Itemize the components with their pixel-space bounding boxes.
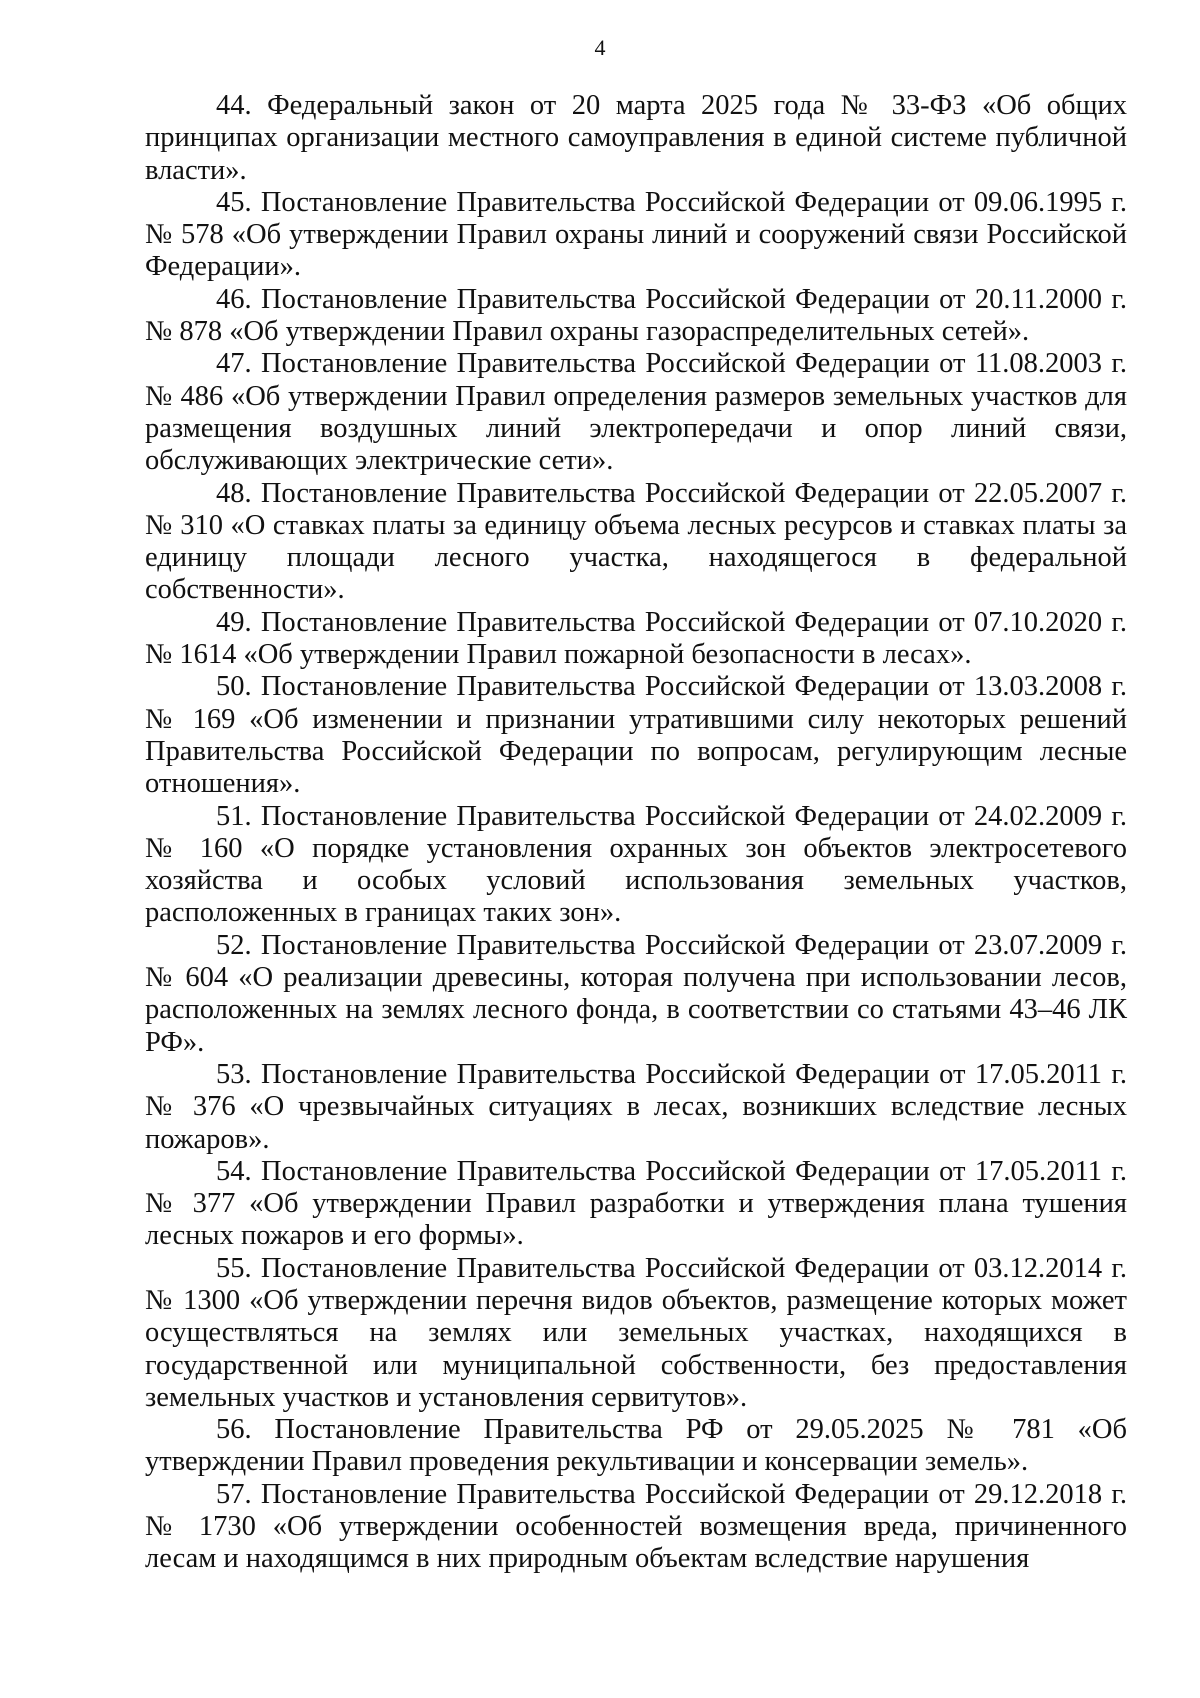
list-item: 48. Постановление Правительства Российской Федерации от 22.05.2007 г. № 310 «О ставках платы за единицу объема лесных ресурсов и ставках платы за единицу площади лесного участка, находящегося в федеральной собственности». (145, 477, 1127, 606)
list-item: 55. Постановление Правительства Российской Федерации от 03.12.2014 г. № 1300 «Об утверждении перечня видов объектов, размещение которых может осуществляться на землях или земельных участках, находящихся в государственной или муниципальной собственности, без предоставления земельных участков и установления сервитутов». (145, 1252, 1127, 1413)
list-item: 53. Постановление Правительства Российской Федерации от 17.05.2011 г. № 376 «О чрезвычайных ситуациях в лесах, возникших вследствие лесных пожаров». (145, 1058, 1127, 1155)
list-item: 45. Постановление Правительства Российской Федерации от 09.06.1995 г. № 578 «Об утверждении Правил охраны линий и сооружений связи Российской Федерации». (145, 186, 1127, 283)
list-item: 46. Постановление Правительства Российской Федерации от 20.11.2000 г. № 878 «Об утверждении Правил охраны газораспределительных сетей». (145, 283, 1127, 348)
list-item: 49. Постановление Правительства Российской Федерации от 07.10.2020 г. № 1614 «Об утверждении Правил пожарной безопасности в лесах». (145, 606, 1127, 671)
legal-acts-list (145, 90, 1127, 1576)
list-item: 56. Постановление Правительства РФ от 29.05.2025 № 781 «Об утверждении Правил проведения рекультивации и консервации земель». (145, 1414, 1127, 1478)
list-item: 47. Постановление Правительства Российской Федерации от 11.08.2003 г. № 486 «Об утверждении Правил определения размеров земельных участков для размещения воздушных линий электропередачи и опор линий связи, обслуживающих электрические сети». (145, 348, 1127, 477)
list-item: 52. Постановление Правительства Российской Федерации от 23.07.2009 г. № 604 «О реализации древесины, которая получена при использовании лесов, расположенных на землях лесного фонда, в соответствии со статьями 43–46 ЛК РФ». (145, 929, 1127, 1058)
list-item: 57. Постановление Правительства Российской Федерации от 29.12.2018 г. № 1730 «Об утверждении особенностей возмещения вреда, причиненного лесам и находящимся в них природным объектам вследствие нарушения (145, 1478, 1127, 1575)
page-number: 4 (594, 35, 606, 60)
list-item: 51. Постановление Правительства Российской Федерации от 24.02.2009 г. № 160 «О порядке установления охранных зон объектов электросетевого хозяйства и особых условий использования земельных участков, расположенных в границах таких зон». (145, 800, 1127, 929)
list-item: 50. Постановление Правительства Российской Федерации от 13.03.2008 г. № 169 «Об изменении и признании утратившими силу некоторых решений Правительства Российской Федерации по вопросам, регулирующим лесные отношения». (145, 671, 1127, 800)
list-item: 44. Федеральный закон от 20 марта 2025 года № 33-ФЗ «Об общих принципах организации местного самоуправления в единой системе публичной власти». (145, 90, 1127, 186)
list-item: 54. Постановление Правительства Российской Федерации от 17.05.2011 г. № 377 «Об утверждении Правил разработки и утверждения плана тушения лесных пожаров и его формы». (145, 1155, 1127, 1252)
